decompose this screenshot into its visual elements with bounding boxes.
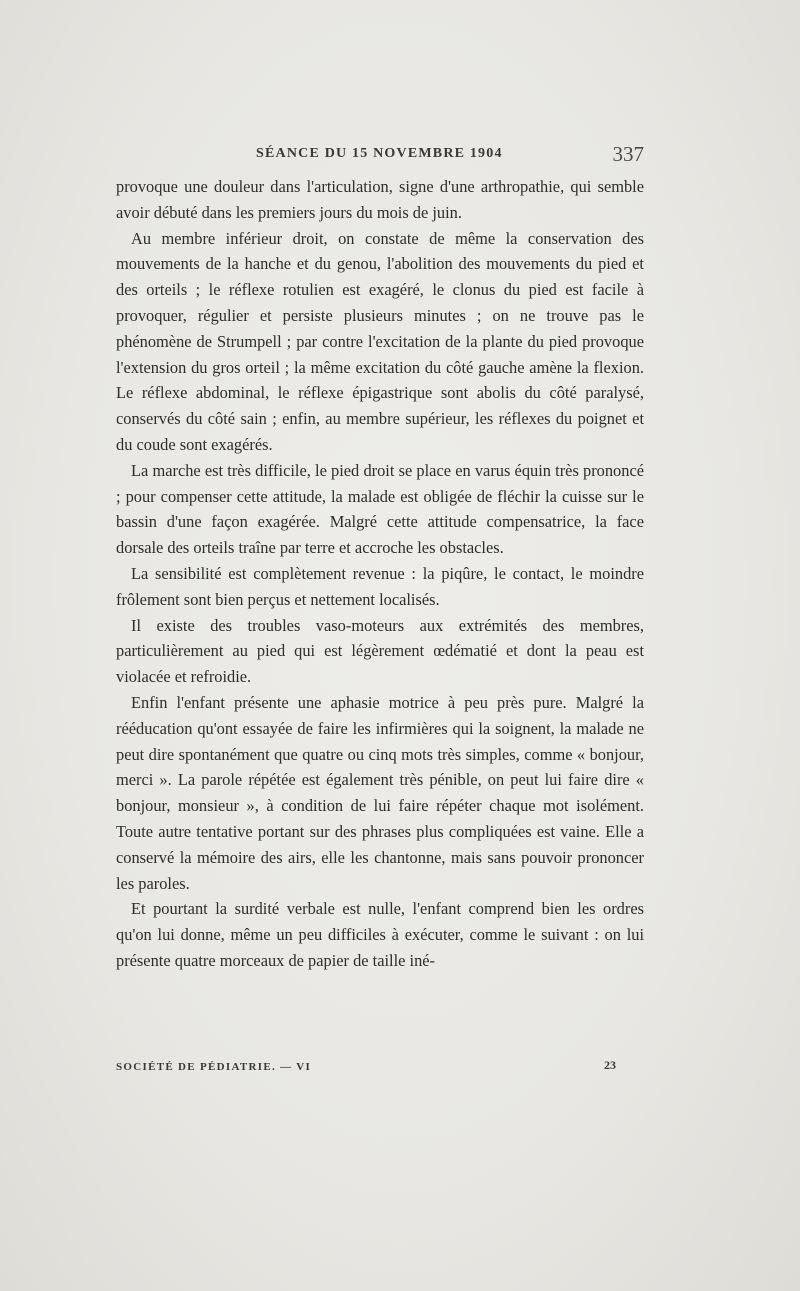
signature-line: SOCIÉTÉ DE PÉDIATRIE. — VI: [116, 1061, 312, 1073]
page-footer: [116, 1058, 644, 1078]
paragraph-6: Enfin l'enfant présente une aphasie motrice à peu près pure. Malgré la rééducation qu'ont essayée de faire les infirmières qui la soignent, la malade ne peut dire spontanément que quatre ou cinq mots très simples, comme « bonjour, merci ». La parole répétée est également très pénible, on peut lui faire dire « bonjour, monsieur », à condition de lui faire répéter chaque mot isolément. Toute autre tentative portant sur des phrases plus compliquées est vaine. Elle a conservé la mémoire des airs, elle les chantonne, mais sans pouvoir prononcer les paroles.: [116, 692, 644, 893]
paragraph-4: La sensibilité est complètement revenue : la piqûre, le contact, le moindre frôlement sont bien perçus et nettement localisés.: [116, 563, 644, 609]
signature-number: 23: [604, 1058, 616, 1072]
page-header: [116, 142, 644, 170]
paragraph-3: La marche est très difficile, le pied droit se place en varus équin très prononcé ; pour compenser cette attitude, la malade est obligée de fléchir la cuisse sur le bassin d'une façon exagérée. Malgré cette attitude compensatrice, la face dorsale des orteils traîne par terre et accroche les obstacles.: [116, 460, 644, 558]
body-text: [116, 174, 644, 974]
page-number: 337: [612, 142, 644, 166]
paragraph-5: Il existe des troubles vaso-moteurs aux extrémités des membres, particulièrement au pied qui est légèrement œdématié et dont la peau est violacée et refroidie.: [116, 615, 644, 687]
running-head: SÉANCE DU 15 NOVEMBRE 1904: [256, 146, 503, 161]
paragraph-2: Au membre inférieur droit, on constate de même la conservation des mouvements de la hanche et du genou, l'abolition des mouvements du pied et des orteils ; le réflexe rotulien est exagéré, le clonus du pied est facile à provoquer, régulier et persiste plusieurs minutes ; on ne trouve pas le phénomène de Strumpell ; par contre l'excitation de la plante du pied provoque l'extension du gros orteil ; la même excitation du côté gauche amène la flexion. Le réflexe abdominal, le réflexe épigastrique sont abolis du côté paralysé, conservés du côté sain ; enfin, au membre supérieur, les réflexes du poignet et du coude sont exagérés.: [116, 228, 644, 454]
paragraph-7: Et pourtant la surdité verbale est nulle, l'enfant comprend bien les ordres qu'on lui donne, même un peu difficiles à exécuter, comme le suivant : on lui présente quatre morceaux de papier de taille iné-: [116, 899, 644, 970]
paragraph-1: provoque une douleur dans l'articulation, signe d'une arthropathie, qui semble avoir débuté dans les premiers jours du mois de juin.: [116, 177, 644, 222]
